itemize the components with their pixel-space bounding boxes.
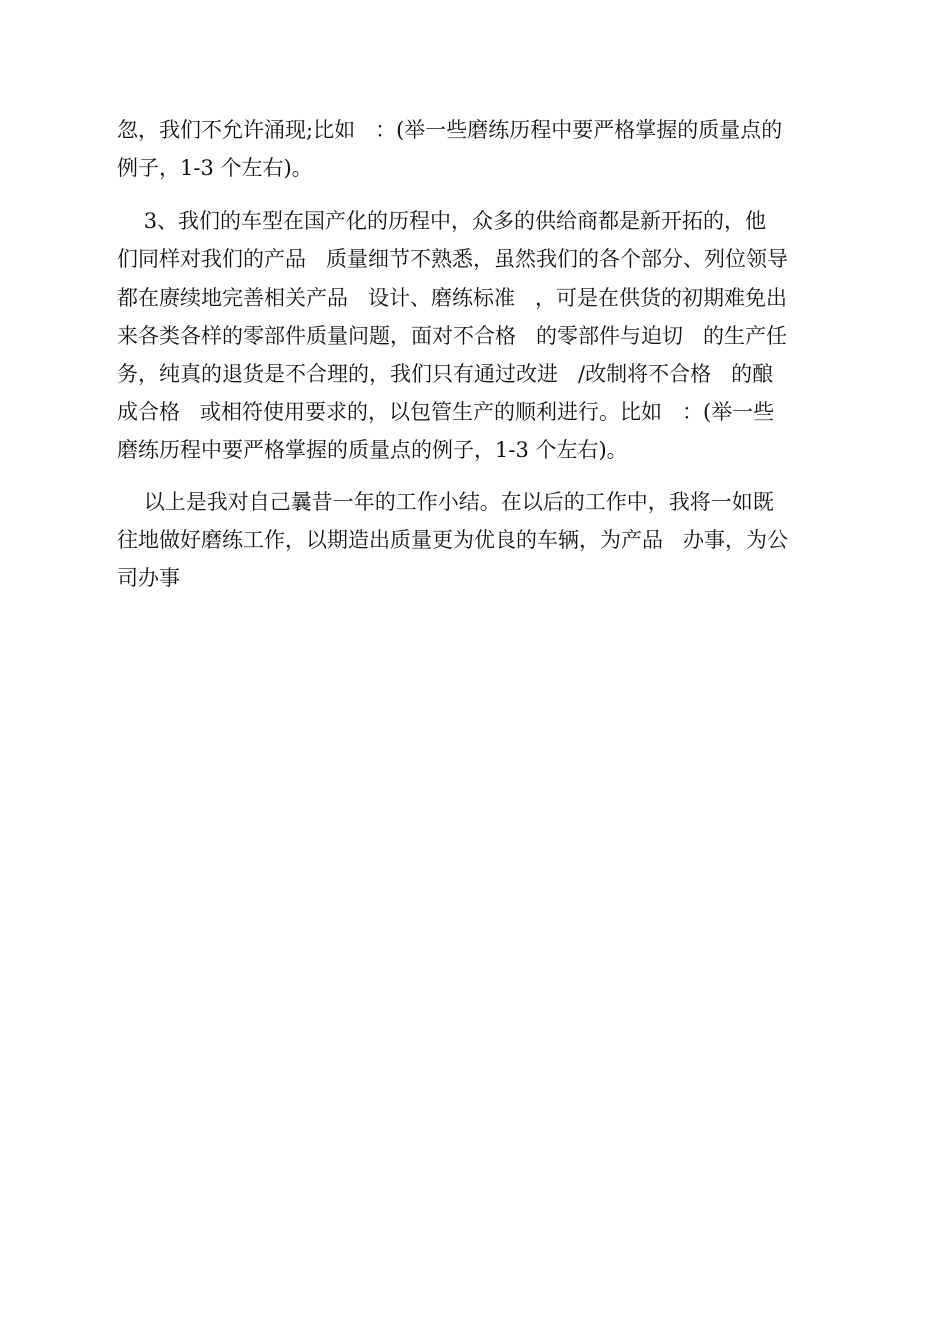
paragraph-line: 以上是我对自己曩昔一年的工作小结。在以后的工作中，我将一如既 xyxy=(117,490,774,514)
paragraph-line: 司办事 xyxy=(117,566,180,590)
paragraph-line: 忽，我们不允许涌现;比如 ：(举一些磨练历程中要严格掌握的质量点的 xyxy=(117,118,783,142)
paragraph-line: 3、我们的车型在国产化的历程中，众多的供给商都是新开拓的，他 xyxy=(117,209,767,233)
paragraph-line: 成合格 或相符使用要求的，以包管生产的顺利进行。比如 ：(举一些 xyxy=(117,400,775,424)
paragraph-line: 磨练历程中要严格掌握的质量点的例子，1-3 个左右)。 xyxy=(117,438,628,462)
paragraph-line: 们同样对我们的产品 质量细节不熟悉，虽然我们的各个部分、列位领导 xyxy=(117,247,789,271)
paragraph-line: 都在赓续地完善相关产品 设计、磨练标准 ，可是在供货的初期难免出 xyxy=(117,286,788,310)
paragraph-line: 往地做好磨练工作，以期造出质量更为优良的车辆，为产品 办事，为公 xyxy=(117,528,789,552)
paragraph-line: 例子，1-3 个左右)。 xyxy=(117,156,313,180)
paragraph-line: 务，纯真的退货是不合理的，我们只有通过改进 /改制将不合格 的酿 xyxy=(117,362,774,386)
paragraph-line: 来各类各样的零部件质量问题，面对不合格 的零部件与迫切 的生产任 xyxy=(117,324,788,348)
